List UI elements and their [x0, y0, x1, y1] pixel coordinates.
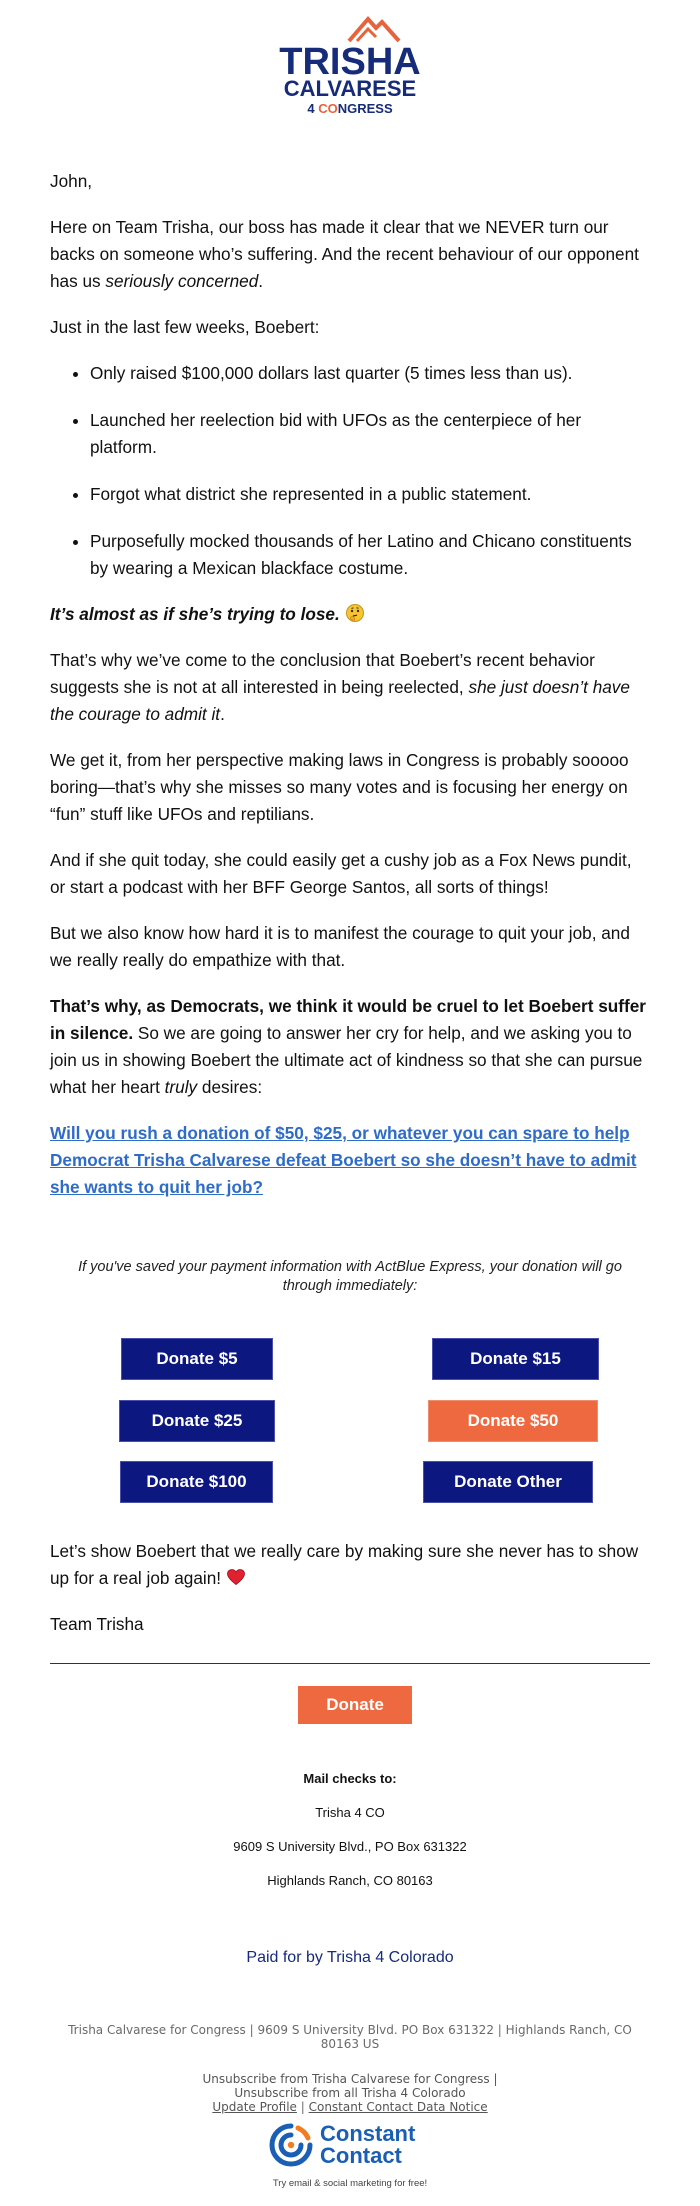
list-item: • Purposefully mocked thousands of her Latino and Chicano constituents by wearing a Mexican blackface costume. — [90, 528, 650, 582]
closing — [50, 1538, 650, 1657]
paragraph-4: That’s why we’ve come to the conclusion that Boebert’s recent behavior suggests she is not at all interested in being reelected, she just doesn’t have the courage to admit it. — [50, 650, 630, 724]
sender-address: Trisha Calvarese for Congress | 9609 S University Blvd. PO Box 631322 | Highlands Ranch, CO 80163 US — [68, 2023, 632, 2051]
paragraph-5: We get it, from her perspective making laws in Congress is probably sooooo boring—that’s why she misses so many votes and is focusing her energy on “fun” stuff like UFOs and reptilians. — [50, 750, 629, 824]
data-notice-link[interactable]: Constant Contact Data Notice — [308, 2100, 488, 2114]
list-item: • Only raised $100,000 dollars last quarter (5 times less than us). — [90, 360, 650, 387]
greeting: John, — [50, 171, 93, 191]
unsubscribe-all-link[interactable]: Unsubscribe from all Trisha 4 Colorado — [234, 2086, 466, 2100]
boebert-list — [50, 360, 650, 582]
closing-paragraph: Let’s show Boebert that we really care by making sure she never has to show up for a real job again! — [50, 1541, 639, 1588]
donate-50-button[interactable]: Donate $50 — [428, 1400, 598, 1442]
mail-checks-title: Mail checks to: — [303, 1771, 397, 1786]
unsubscribe-links: Unsubscribe from Trisha Calvarese for Congress | Unsubscribe from all Trisha 4 Colorado Update Profile | Constant Contact Data Notice — [202, 2072, 498, 2114]
mail-line-3: Highlands Ranch, CO 80163 — [267, 1873, 433, 1888]
paragraph-1: Here on Team Trisha, our boss has made it clear that we NEVER turn our backs on someone who’s suffering. And the recent behaviour of our opponent has us seriously concerned. — [50, 217, 639, 291]
constant-contact-wordmark: Constant Contact — [320, 2121, 416, 2168]
trisha-calvarese-logo — [0, 8, 700, 118]
unsubscribe-campaign-link[interactable]: Unsubscribe from Trisha Calvarese for Congress | — [202, 2072, 498, 2086]
paragraph-3: It’s almost as if she’s trying to lose. — [50, 601, 650, 628]
divider — [50, 1663, 650, 1664]
update-profile-link[interactable]: Update Profile — [212, 2100, 297, 2114]
signature: Team Trisha — [50, 1614, 144, 1634]
paragraph-8: That’s why, as Democrats, we think it would be cruel to let Boebert suffer in silence. So we are going to answer her cry for help, and we asking you to join us in showing Boebert the ultimate act of kindness so that she can pursue what her heart truly desires: — [50, 996, 646, 1097]
logo-line-1: TRISHA — [279, 41, 421, 83]
constant-contact-swirl-icon — [268, 2122, 314, 2168]
email-body — [50, 168, 650, 1220]
donation-cta-link[interactable]: Will you rush a donation of $50, $25, or whatever you can spare to help Democrat Trisha Calvarese defeat Boebert so she doesn’t have to admit she wants to quit her job? — [50, 1123, 637, 1197]
donate-other-button[interactable]: Donate Other — [423, 1461, 593, 1503]
logo-line-3: 4 CONGRESS — [307, 101, 393, 116]
mail-line-2: 9609 S University Blvd., PO Box 631322 — [233, 1839, 467, 1854]
constant-contact-tagline: Try email & social marketing for free! — [272, 2178, 428, 2189]
paragraph-7: But we also know how hard it is to manifest the courage to quit your job, and we really really do empathize with that. — [50, 923, 630, 970]
donate-5-button[interactable]: Donate $5 — [121, 1338, 273, 1380]
donate-100-button[interactable]: Donate $100 — [120, 1461, 273, 1503]
thinking-face-icon — [345, 603, 365, 623]
paid-for-disclaimer: Paid for by Trisha 4 Colorado — [246, 1949, 454, 1966]
constant-contact-logo[interactable] — [268, 2122, 438, 2170]
mail-line-1: Trisha 4 CO — [315, 1805, 385, 1820]
donate-25-button[interactable]: Donate $25 — [119, 1400, 275, 1442]
actblue-express-note: If you've saved your payment information with ActBlue Express, your donation will go through immediately: — [78, 1259, 622, 1294]
paragraph-2: Just in the last few weeks, Boebert: — [50, 317, 320, 337]
paragraph-6: And if she quit today, she could easily get a cushy job as a Fox News pundit, or start a podcast with her BFF George Santos, all sorts of things! — [50, 850, 632, 897]
list-item: • Launched her reelection bid with UFOs as the centerpiece of her platform. — [90, 407, 650, 461]
donate-15-button[interactable]: Donate $15 — [432, 1338, 599, 1380]
list-item: • Forgot what district she represented in a public statement. — [90, 481, 650, 508]
red-heart-icon — [226, 1567, 246, 1587]
logo-line-2: CALVARESE — [283, 76, 417, 101]
cta-paragraph — [50, 1120, 650, 1201]
footer-donate-button[interactable]: Donate — [298, 1686, 412, 1724]
